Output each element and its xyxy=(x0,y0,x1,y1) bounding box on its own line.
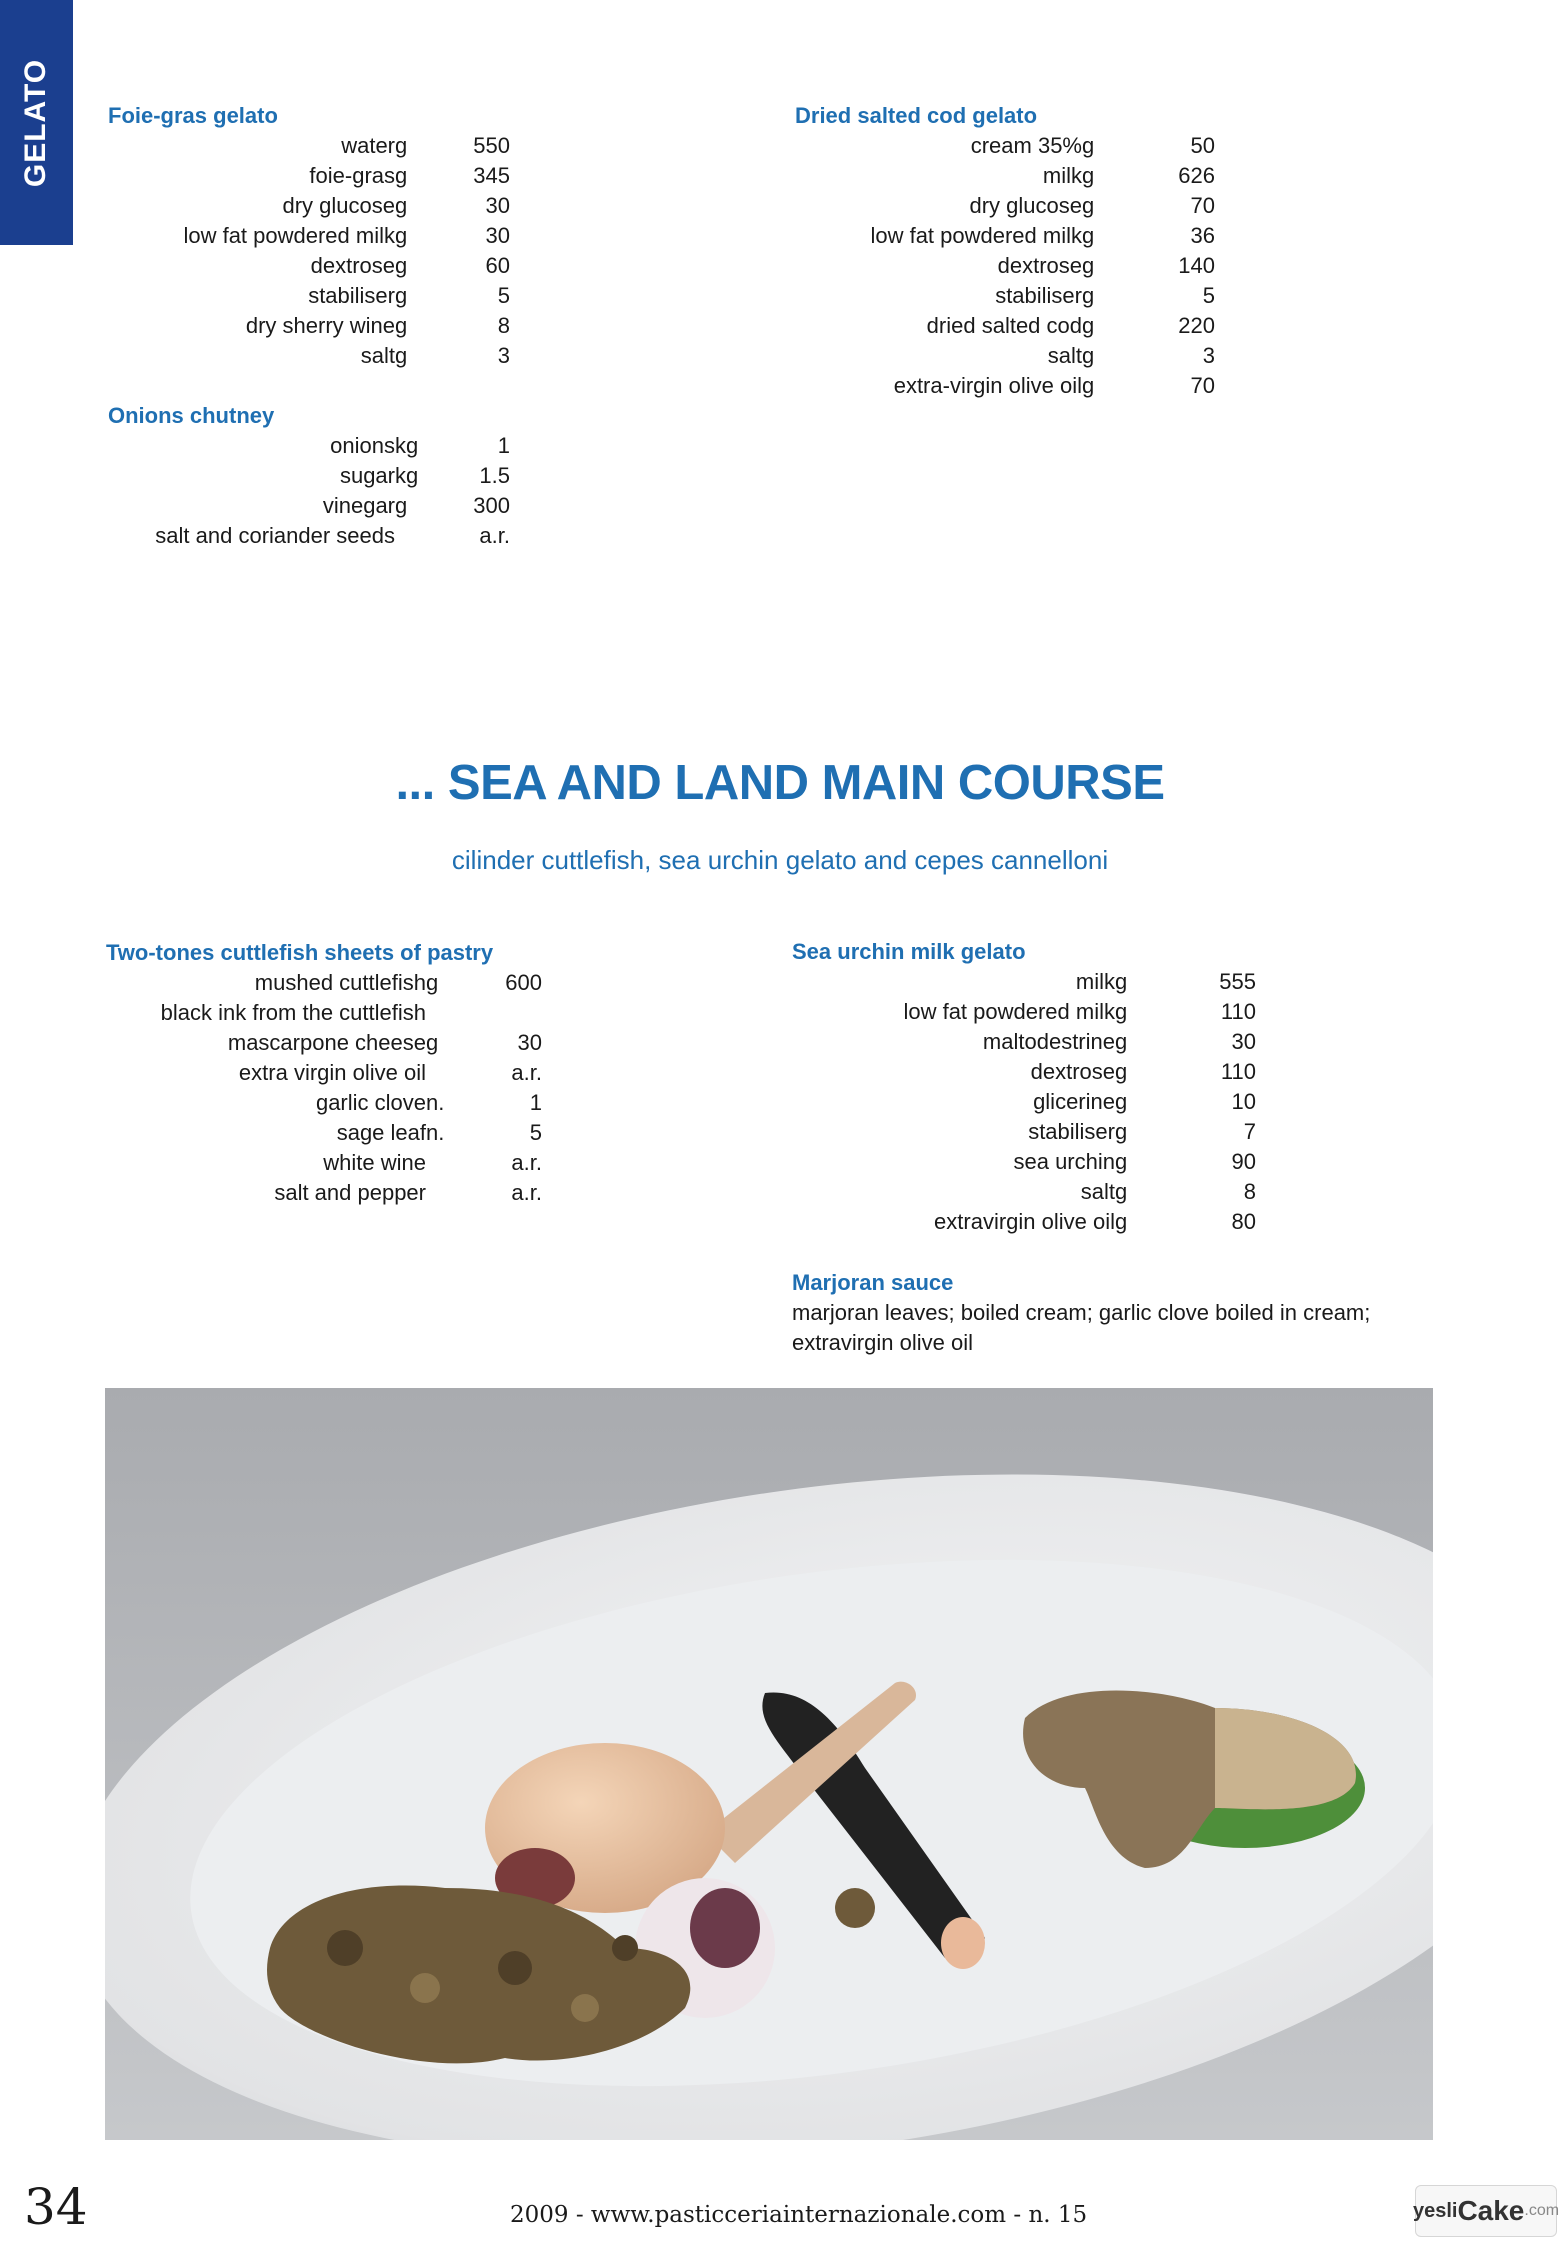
ingredient-name: sage leaf xyxy=(336,1120,426,1145)
recipe-onions-chutney xyxy=(108,401,510,551)
ingredient-row xyxy=(106,1058,542,1088)
ingredient-unit: g xyxy=(426,1030,439,1055)
ingredient-name: dextrose xyxy=(1030,1059,1115,1084)
ingredient-row xyxy=(108,251,510,281)
ingredient-row xyxy=(792,1087,1256,1117)
ingredient-name: dried salted cod xyxy=(926,313,1082,338)
ingredient-qty: 1.5 xyxy=(479,463,510,488)
ingredient-qty: a.r. xyxy=(511,1060,542,1085)
ingredient-qty: 550 xyxy=(473,133,510,158)
ingredient-unit: g xyxy=(1082,283,1095,308)
ingredient-unit: g xyxy=(395,283,408,308)
footer-line: 2009 - www.pasticceriainternazionale.com - n. 15 xyxy=(510,2202,1088,2228)
ingredient-row xyxy=(106,1118,542,1148)
ingredient-unit: g xyxy=(1082,223,1095,248)
recipe-sea-urchin-milk-gelato xyxy=(792,937,1256,1237)
ingredient-row xyxy=(795,221,1215,251)
ingredient-unit xyxy=(426,1058,481,1088)
recipe-title: Dried salted cod gelato xyxy=(795,103,1038,128)
ingredient-qty: 300 xyxy=(473,493,510,518)
ingredient-name: extra-virgin olive oil xyxy=(893,373,1082,398)
ingredient-qty: 7 xyxy=(1243,1119,1256,1144)
ingredient-unit: g xyxy=(395,493,408,518)
ingredient-qty: 5 xyxy=(1202,283,1215,308)
ingredient-unit: kg xyxy=(395,433,419,458)
ingredient-unit: g xyxy=(426,970,439,995)
ingredient-unit: g xyxy=(1115,1059,1128,1084)
ingredient-qty: 8 xyxy=(1243,1179,1256,1204)
ingredient-unit: g xyxy=(395,313,408,338)
logo-part-2: Cake xyxy=(1457,2195,1525,2226)
ingredient-row xyxy=(792,1207,1256,1237)
ingredient-name: stabiliser xyxy=(995,283,1082,308)
ingredient-qty: a.r. xyxy=(511,1150,542,1175)
ingredient-qty: 5 xyxy=(529,1120,542,1145)
ingredient-unit: g xyxy=(395,163,408,188)
ingredient-qty: 555 xyxy=(1219,969,1256,994)
page-subheadline: cilinder cuttlefish, sea urchin gelato and cepes cannelloni xyxy=(451,845,1109,875)
ingredient-row xyxy=(792,1117,1256,1147)
ingredient-qty: a.r. xyxy=(511,1180,542,1205)
ingredient-name: dextrose xyxy=(310,253,395,278)
ingredient-qty: 80 xyxy=(1231,1209,1256,1234)
ingredient-name: water xyxy=(341,133,395,158)
ingredient-row xyxy=(792,1147,1256,1177)
ingredient-row xyxy=(108,491,510,521)
ingredient-name: mascarpone cheese xyxy=(227,1030,426,1055)
ingredient-name: salt xyxy=(360,343,395,368)
ingredient-row xyxy=(106,1178,542,1208)
ingredient-row xyxy=(106,1088,542,1118)
ingredient-row xyxy=(108,431,510,461)
ingredient-row xyxy=(792,967,1256,997)
ingredient-row xyxy=(106,968,542,998)
ingredient-qty: 140 xyxy=(1178,253,1215,278)
ingredient-name: sea urchin xyxy=(1013,1149,1115,1174)
ingredient-unit: g xyxy=(1115,999,1128,1024)
recipe-dried-salted-cod-gelato xyxy=(795,101,1215,401)
ingredient-unit: g xyxy=(1115,1179,1128,1204)
ingredient-table xyxy=(795,131,1215,401)
ingredient-name: vinegar xyxy=(322,493,395,518)
ingredient-row xyxy=(792,997,1256,1027)
ingredient-row xyxy=(795,341,1215,371)
ingredient-qty: 110 xyxy=(1220,1059,1256,1084)
ingredient-unit: g xyxy=(1115,1119,1128,1144)
ingredient-row xyxy=(108,191,510,221)
ingredient-unit: g xyxy=(1082,313,1095,338)
ingredient-qty: 36 xyxy=(1190,223,1215,248)
ingredient-row xyxy=(108,161,510,191)
ingredient-unit: g xyxy=(395,223,408,248)
ingredient-unit xyxy=(426,1178,481,1208)
ingredient-name: black ink from the cuttlefish xyxy=(160,1000,426,1025)
ingredient-name: stabiliser xyxy=(1028,1119,1115,1144)
ingredient-unit: g xyxy=(395,133,408,158)
ingredient-name: extravirgin olive oil xyxy=(934,1209,1115,1234)
ingredient-row xyxy=(108,131,510,161)
ingredient-name: dry glucose xyxy=(969,193,1082,218)
ingredient-unit xyxy=(426,1148,481,1178)
ingredient-unit: g xyxy=(395,253,408,278)
recipe-title: Foie-gras gelato xyxy=(108,103,278,128)
ingredient-table xyxy=(108,131,510,371)
ingredient-name: dry glucose xyxy=(282,193,395,218)
ingredient-qty: 30 xyxy=(485,193,510,218)
ingredient-name: dry sherry wine xyxy=(245,313,395,338)
ingredient-unit xyxy=(395,521,440,551)
ingredient-unit: g xyxy=(395,343,408,368)
ingredient-name: dextrose xyxy=(997,253,1082,278)
ingredient-unit: g xyxy=(1082,193,1095,218)
recipe-title: Onions chutney xyxy=(108,403,275,428)
ingredient-table xyxy=(108,431,510,551)
ingredient-name: mushed cuttlefish xyxy=(254,970,426,995)
ingredient-row xyxy=(795,311,1215,341)
ingredient-name: salt and pepper xyxy=(274,1180,426,1205)
ingredient-unit: g xyxy=(1115,1089,1128,1114)
ingredient-row xyxy=(108,341,510,371)
ingredient-row xyxy=(108,461,510,491)
ingredient-unit: g xyxy=(1115,1209,1128,1234)
ingredient-name: salt xyxy=(1047,343,1082,368)
ingredient-qty: 90 xyxy=(1231,1149,1256,1174)
ingredient-name: extra virgin olive oil xyxy=(238,1060,426,1085)
ingredient-row xyxy=(108,281,510,311)
ingredient-row xyxy=(795,371,1215,401)
ingredient-qty: 345 xyxy=(473,163,510,188)
ingredient-qty: 10 xyxy=(1231,1089,1256,1114)
ingredient-name: maltodestrine xyxy=(982,1029,1115,1054)
ingredient-qty: 50 xyxy=(1190,133,1215,158)
logo-part-3: .com xyxy=(1524,2202,1560,2219)
ingredient-qty: 1 xyxy=(529,1090,542,1115)
ingredient-unit: g xyxy=(1082,253,1095,278)
ingredient-row xyxy=(795,161,1215,191)
ingredient-qty: 70 xyxy=(1190,373,1215,398)
ingredient-qty: 3 xyxy=(1202,343,1215,368)
recipe-title: Two-tones cuttlefish sheets of pastry xyxy=(106,940,494,965)
ingredient-unit: g xyxy=(1115,1029,1128,1054)
site-logo xyxy=(1412,2185,1560,2237)
ingredient-name: low fat powdered milk xyxy=(903,999,1115,1024)
ingredient-row xyxy=(795,281,1215,311)
ingredient-name: onions xyxy=(330,433,395,458)
ingredient-qty: 110 xyxy=(1220,999,1256,1024)
ingredient-name: white wine xyxy=(323,1150,426,1175)
ingredient-qty: 8 xyxy=(497,313,510,338)
ingredient-unit: g xyxy=(1082,343,1095,368)
ingredient-row xyxy=(108,521,510,551)
recipe-title: Marjoran sauce xyxy=(792,1270,954,1295)
ingredient-row xyxy=(792,1027,1256,1057)
ingredient-unit: n. xyxy=(426,1120,445,1145)
ingredient-qty: 30 xyxy=(1231,1029,1256,1054)
ingredient-qty: 3 xyxy=(497,343,510,368)
ingredient-name: milk xyxy=(1042,163,1082,188)
ingredient-unit: g xyxy=(1082,163,1095,188)
ingredient-name: low fat powdered milk xyxy=(870,223,1082,248)
ingredient-table xyxy=(106,968,542,1208)
ingredient-qty: 600 xyxy=(505,970,542,995)
ingredient-qty: 1 xyxy=(497,433,510,458)
section-tab-label: GELATO xyxy=(19,58,53,187)
ingredient-name: foie-gras xyxy=(309,163,395,188)
sauce-description: marjoran leaves; boiled cream; garlic clove boiled in cream; extravirgin olive oil xyxy=(792,1300,1371,1355)
page-number: 34 xyxy=(24,2178,88,2236)
ingredient-row xyxy=(106,1148,542,1178)
ingredient-name: garlic clove xyxy=(315,1090,426,1115)
ingredient-qty xyxy=(481,998,542,1028)
ingredient-name: milk xyxy=(1075,969,1115,994)
ingredient-name: salt xyxy=(1080,1179,1115,1204)
ingredient-row xyxy=(795,251,1215,281)
ingredient-qty: 70 xyxy=(1190,193,1215,218)
ingredient-qty: 626 xyxy=(1178,163,1215,188)
ingredient-name: stabiliser xyxy=(308,283,395,308)
ingredient-row xyxy=(792,1057,1256,1087)
recipe-two-tones-cuttlefish xyxy=(106,938,542,1208)
ingredient-row xyxy=(792,1177,1256,1207)
recipe-title: Sea urchin milk gelato xyxy=(792,939,1026,964)
ingredient-qty: 30 xyxy=(517,1030,542,1055)
ingredient-row xyxy=(108,311,510,341)
ingredient-unit xyxy=(426,998,481,1028)
recipe-foie-gras-gelato xyxy=(108,101,510,371)
ingredient-qty: 220 xyxy=(1178,313,1215,338)
ingredient-qty: 30 xyxy=(485,223,510,248)
ingredient-row xyxy=(106,1028,542,1058)
ingredient-name: low fat powdered milk xyxy=(183,223,395,248)
ingredient-row xyxy=(795,131,1215,161)
ingredient-qty: 5 xyxy=(497,283,510,308)
ingredient-qty: 60 xyxy=(485,253,510,278)
ingredient-unit: g xyxy=(395,193,408,218)
ingredient-qty: a.r. xyxy=(479,523,510,548)
ingredient-unit: g xyxy=(1115,1149,1128,1174)
dish-photo xyxy=(105,1388,1433,2140)
ingredient-row xyxy=(106,998,542,1028)
page-headline: ... SEA AND LAND MAIN COURSE xyxy=(395,756,1165,810)
section-tab xyxy=(0,0,73,245)
logo-part-1: yesli xyxy=(1412,2199,1458,2222)
ingredient-row xyxy=(108,221,510,251)
ingredient-unit: n. xyxy=(426,1090,445,1115)
ingredient-name: cream 35% xyxy=(970,133,1082,158)
ingredient-table xyxy=(792,967,1256,1237)
ingredient-name: salt and coriander seeds xyxy=(155,523,395,548)
ingredient-name: sugar xyxy=(339,463,395,488)
ingredient-unit: g xyxy=(1082,373,1095,398)
ingredient-row xyxy=(795,191,1215,221)
ingredient-unit: g xyxy=(1082,133,1095,158)
recipe-marjoran-sauce xyxy=(792,1268,1432,1358)
ingredient-unit: g xyxy=(1115,969,1128,994)
ingredient-unit: kg xyxy=(395,463,419,488)
ingredient-name: glicerine xyxy=(1033,1089,1115,1114)
